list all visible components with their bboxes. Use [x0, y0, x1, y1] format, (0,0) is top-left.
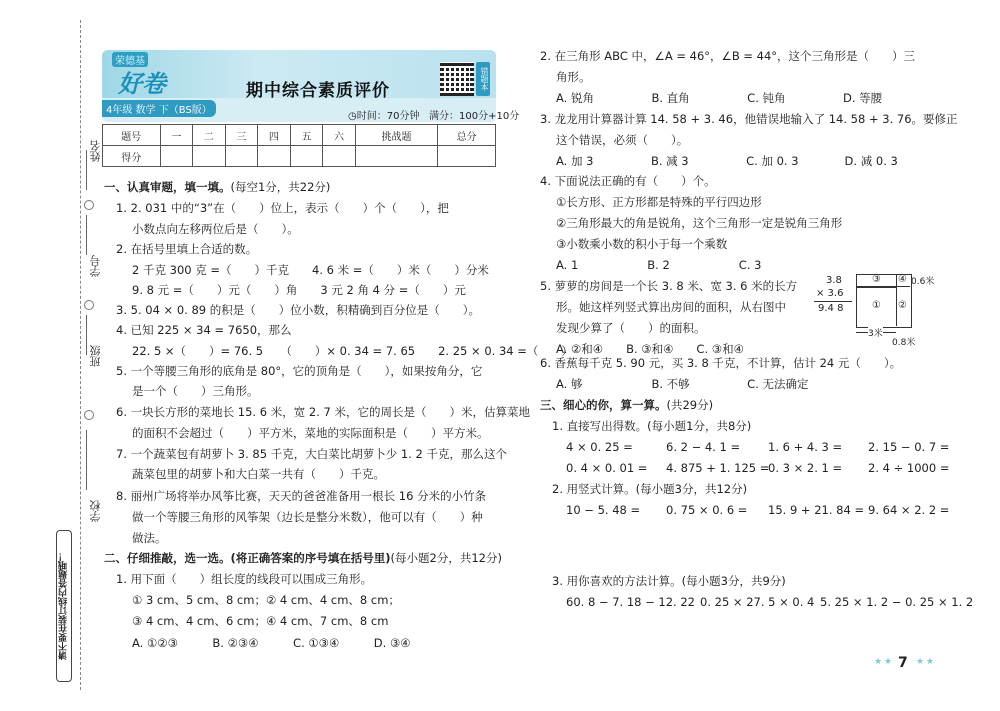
- question-7a: 7. 一个蔬菜包有胡萝卜 3. 85 千克，大白菜比胡萝卜少 1. 2 千克，那么这个: [116, 447, 507, 461]
- score-table-score-row: [103, 146, 496, 167]
- calc-title: 2. 用竖式计算。: [552, 482, 636, 496]
- score-cell[interactable]: [438, 146, 496, 167]
- binding-cut-line: [80, 20, 81, 690]
- score-cell[interactable]: [323, 146, 356, 167]
- star-icon: ★: [884, 657, 893, 667]
- question-2a: 2 千克 300 克 =（ ）千克 4. 6 米 =（ ）米（ ）分米: [132, 263, 489, 277]
- score-cell[interactable]: [258, 146, 291, 167]
- calc-part-1: [552, 419, 751, 433]
- question-8b: 做一个等腰三角形的风筝架（边长是整分米数），他可以有（ ）种: [132, 510, 483, 524]
- class-label: 班级: [89, 345, 102, 367]
- figure-divider: [896, 274, 897, 326]
- full-score: 满分：100分+10分: [429, 111, 520, 122]
- question-5a: 5. 一个等腰三角形的底角是 80°，它的顶角是（ ），如果按角分，它: [116, 364, 483, 378]
- id-label: 学号: [89, 255, 102, 277]
- calc-item: 10 − 5. 48 =: [566, 503, 641, 517]
- section-title: 二、仔细推敲，选一选。(将正确答案的序号填在括号里): [104, 551, 391, 565]
- choice-question-3b: 这个错误，必须（ ）。: [556, 133, 689, 147]
- figure-number: × 3.6: [816, 288, 844, 299]
- logo: 好卷: [118, 70, 166, 98]
- section-title: 三、细心的你，算一算。: [540, 398, 667, 412]
- figure-rule: [814, 301, 852, 302]
- table-cell: 题号: [103, 125, 161, 146]
- choice-question-3a: 3. 龙龙用计算器计算 14. 58 + 3. 46，他错误地输入了 14. 58 + 3. 76。要修正: [540, 112, 958, 126]
- calc-item: 2. 15 − 0. 7 =: [868, 440, 950, 454]
- question-8a: 8. 丽州广场将举办风筝比赛，天天的爸爸准备用一根长 16 分米的小竹条: [116, 489, 487, 503]
- choice-question-2-options: A. 锐角 B. 直角 C. 钝角 D. 等腰: [556, 91, 883, 105]
- qr-code-icon: [440, 62, 474, 96]
- choice-question-5-options: A. ②和④ B. ③和④ C. ③和④: [556, 342, 744, 356]
- figure-number: 3.8: [826, 275, 842, 286]
- question-5b: 是一个（ ）三角形。: [132, 384, 259, 398]
- question-4a: 22. 5 ×（ ）= 76. 5 （ ）× 0. 34 = 7. 65 2. 25 × 0. 34 =（ ）: [132, 344, 573, 358]
- figure-cell-1: ①: [872, 300, 881, 311]
- score-table: [102, 124, 496, 167]
- choice-question-2b: 角形。: [556, 70, 591, 84]
- statement-3: ③小数乘小数的积小于每一个乘数: [556, 237, 728, 251]
- choice-question-2a: 2. 在三角形 ABC 中，∠A = 46°，∠B = 44°，这个三角形是（ ）三: [540, 49, 916, 63]
- choice-question-6: 6. 香蕉每千克 5. 90 元，买 3. 8 千克，不计算，估计 24 元（ ）。: [540, 356, 902, 370]
- choice-question-6-options: A. 够 B. 不够 C. 无法确定: [556, 377, 809, 391]
- time-limit: ◷时间：70分钟: [348, 111, 420, 122]
- qr-tag: 错题本: [476, 62, 490, 96]
- school-label: 学校: [89, 500, 102, 522]
- calc-part-3: [552, 574, 786, 588]
- section-title: 一、认真审题，填一填。: [104, 180, 231, 194]
- figure-cell-2: ②: [898, 300, 907, 311]
- choice-question-4-options: A. 1 B. 2 C. 3: [556, 258, 762, 272]
- figure-divider: [856, 286, 910, 287]
- calc-part-2: [552, 482, 747, 496]
- question-3: 3. 5. 04 × 0. 89 的积是（ ）位小数，积精确到百分位是（ ）。: [116, 303, 480, 317]
- question-7b: 蔬菜包里的胡萝卜和大白菜一共有（ ）千克。: [132, 467, 385, 481]
- table-cell: 得分: [103, 146, 161, 167]
- binding-ring: [84, 200, 94, 210]
- binding-strip: [0, 0, 102, 711]
- statement-2: ②三角形最大的角是锐角，这个三角形一定是锐角三角形: [556, 216, 843, 230]
- score-cell[interactable]: [193, 146, 226, 167]
- score-cell[interactable]: [160, 146, 193, 167]
- calc-item: 6. 2 − 4. 1 =: [666, 440, 741, 454]
- name-label: 姓名: [89, 140, 102, 162]
- binding-ring: [84, 410, 94, 420]
- calc-item: 0. 25 × 27. 5 × 0. 4: [700, 595, 815, 609]
- score-cell[interactable]: [290, 146, 323, 167]
- score-cell[interactable]: [225, 146, 258, 167]
- section-note: (每空1分，共22分): [230, 180, 331, 194]
- table-cell: 三: [225, 125, 258, 146]
- figure-dimension: 0.6米: [911, 277, 935, 287]
- question-8c: 做法。: [132, 531, 167, 545]
- calc-title: 1. 直接写出得数。: [552, 419, 648, 433]
- calc-note: (每小题3分，共12分): [635, 482, 748, 496]
- question-1b: 小数点向左移两位后是（ ）。: [132, 222, 299, 236]
- question-2b: 9. 8 元 =（ ）元（ ）角 3 元 2 角 4 分 =（ ）元: [132, 283, 466, 297]
- statement-1: ①长方形、正方形都是特殊的平行四边形: [556, 195, 762, 209]
- grade-badge: 4年级 数学 下（BS版）: [102, 100, 216, 117]
- choice-question-5c: 发现少算了（ ）的面积。: [556, 321, 706, 335]
- choice-question-4: 4. 下面说法正确的有（ ）个。: [540, 174, 716, 188]
- page-number: 7: [898, 655, 908, 671]
- table-cell: 总分: [438, 125, 496, 146]
- table-cell: 一: [160, 125, 193, 146]
- binding-line: [86, 215, 87, 255]
- table-cell: 二: [193, 125, 226, 146]
- binding-line: [86, 315, 87, 355]
- choice-question-3-options: A. 加 3 B. 减 3 C. 加 0. 3 D. 减 0. 3: [556, 154, 898, 168]
- figure-dimension: 3米: [868, 326, 883, 339]
- choice-question-1b: ③ 4 cm、4 cm、6 cm；④ 4 cm、7 cm、8 cm: [132, 614, 389, 628]
- binding-line: [86, 430, 87, 490]
- calc-item: 60. 8 − 7. 18 − 12. 22: [566, 595, 695, 609]
- choice-question-5b: 形。她这样列竖式算出房间的面积，从右图中: [556, 300, 786, 314]
- table-cell: 四: [258, 125, 291, 146]
- score-table-header-row: [103, 125, 496, 146]
- calc-item: 5. 25 × 1. 2 − 0. 25 × 1. 2: [820, 595, 974, 609]
- figure-cell-3: ③: [872, 274, 881, 285]
- section-1-heading: [104, 180, 330, 194]
- binding-notice: 请不要在装订线内答题哦！: [56, 530, 72, 682]
- choice-question-5a: 5. 萝萝的房间是一个长 3. 8 米、宽 3. 6 米的长方: [540, 279, 798, 293]
- calc-item: 2. 4 ÷ 1000 =: [868, 461, 950, 475]
- calc-item: 1. 6 + 4. 3 =: [768, 440, 843, 454]
- calc-item: 0. 4 × 0. 01 =: [566, 461, 648, 475]
- choice-question-1a: ① 3 cm、5 cm、8 cm；② 4 cm、4 cm、8 cm；: [132, 593, 400, 607]
- star-icon: ★: [926, 657, 935, 667]
- calc-item: 0. 3 × 2. 1 =: [768, 461, 843, 475]
- question-4: 4. 已知 225 × 34 = 7650，那么: [116, 323, 292, 337]
- section-2-heading: [104, 551, 502, 565]
- choice-question-1: 1. 用下面（ ）组长度的线段可以围成三角形。: [116, 572, 373, 586]
- calc-note: (每小题1分，共8分): [647, 419, 752, 433]
- section-note: (共29分): [666, 398, 714, 412]
- score-cell[interactable]: [355, 146, 438, 167]
- binding-ring: [84, 300, 94, 310]
- choice-question-1-options: A. ①②③ B. ②③④ C. ①③④ D. ③④: [132, 636, 411, 650]
- figure-dimension: 0.8米: [892, 338, 916, 348]
- star-icon: ★: [874, 657, 883, 667]
- calc-item: 4 × 0. 25 =: [566, 440, 633, 454]
- calc-item: 4. 875 + 1. 125 =: [666, 461, 770, 475]
- calc-item: 15. 9 + 21. 84 =: [768, 503, 865, 517]
- binding-line: [86, 150, 87, 190]
- question-1a: 1. 2. 031 中的“3”在（ ）位上，表示（ ）个（ ），把: [116, 201, 449, 215]
- calc-title: 3. 用你喜欢的方法计算。: [552, 574, 682, 588]
- exam-title: 期中综合素质评价: [246, 81, 390, 101]
- table-cell: 五: [290, 125, 323, 146]
- figure-number: 9.4 8: [818, 303, 844, 314]
- calc-note: (每小题3分，共9分): [681, 574, 786, 588]
- question-2: 2. 在括号里填上合适的数。: [116, 242, 258, 256]
- table-cell: 挑战题: [355, 125, 438, 146]
- time-info: [348, 107, 519, 122]
- section-3-heading: [540, 398, 713, 412]
- brand-label: 荣德基: [112, 52, 148, 67]
- question-6a: 6. 一块长方形的菜地长 15. 6 米，宽 2. 7 米，它的周长是（ ）米，估算菜地: [116, 405, 530, 419]
- calc-item: 9. 64 × 2. 2 =: [868, 503, 950, 517]
- figure-cell-4: ④: [898, 274, 907, 285]
- star-icon: ★: [916, 657, 925, 667]
- question-6b: 的面积不会超过（ ）平方米，菜地的实际面积是（ ）平方米。: [132, 426, 489, 440]
- table-cell: 六: [323, 125, 356, 146]
- calc-item: 0. 75 × 0. 6 =: [666, 503, 748, 517]
- section-note: (每小题2分，共12分): [390, 551, 502, 565]
